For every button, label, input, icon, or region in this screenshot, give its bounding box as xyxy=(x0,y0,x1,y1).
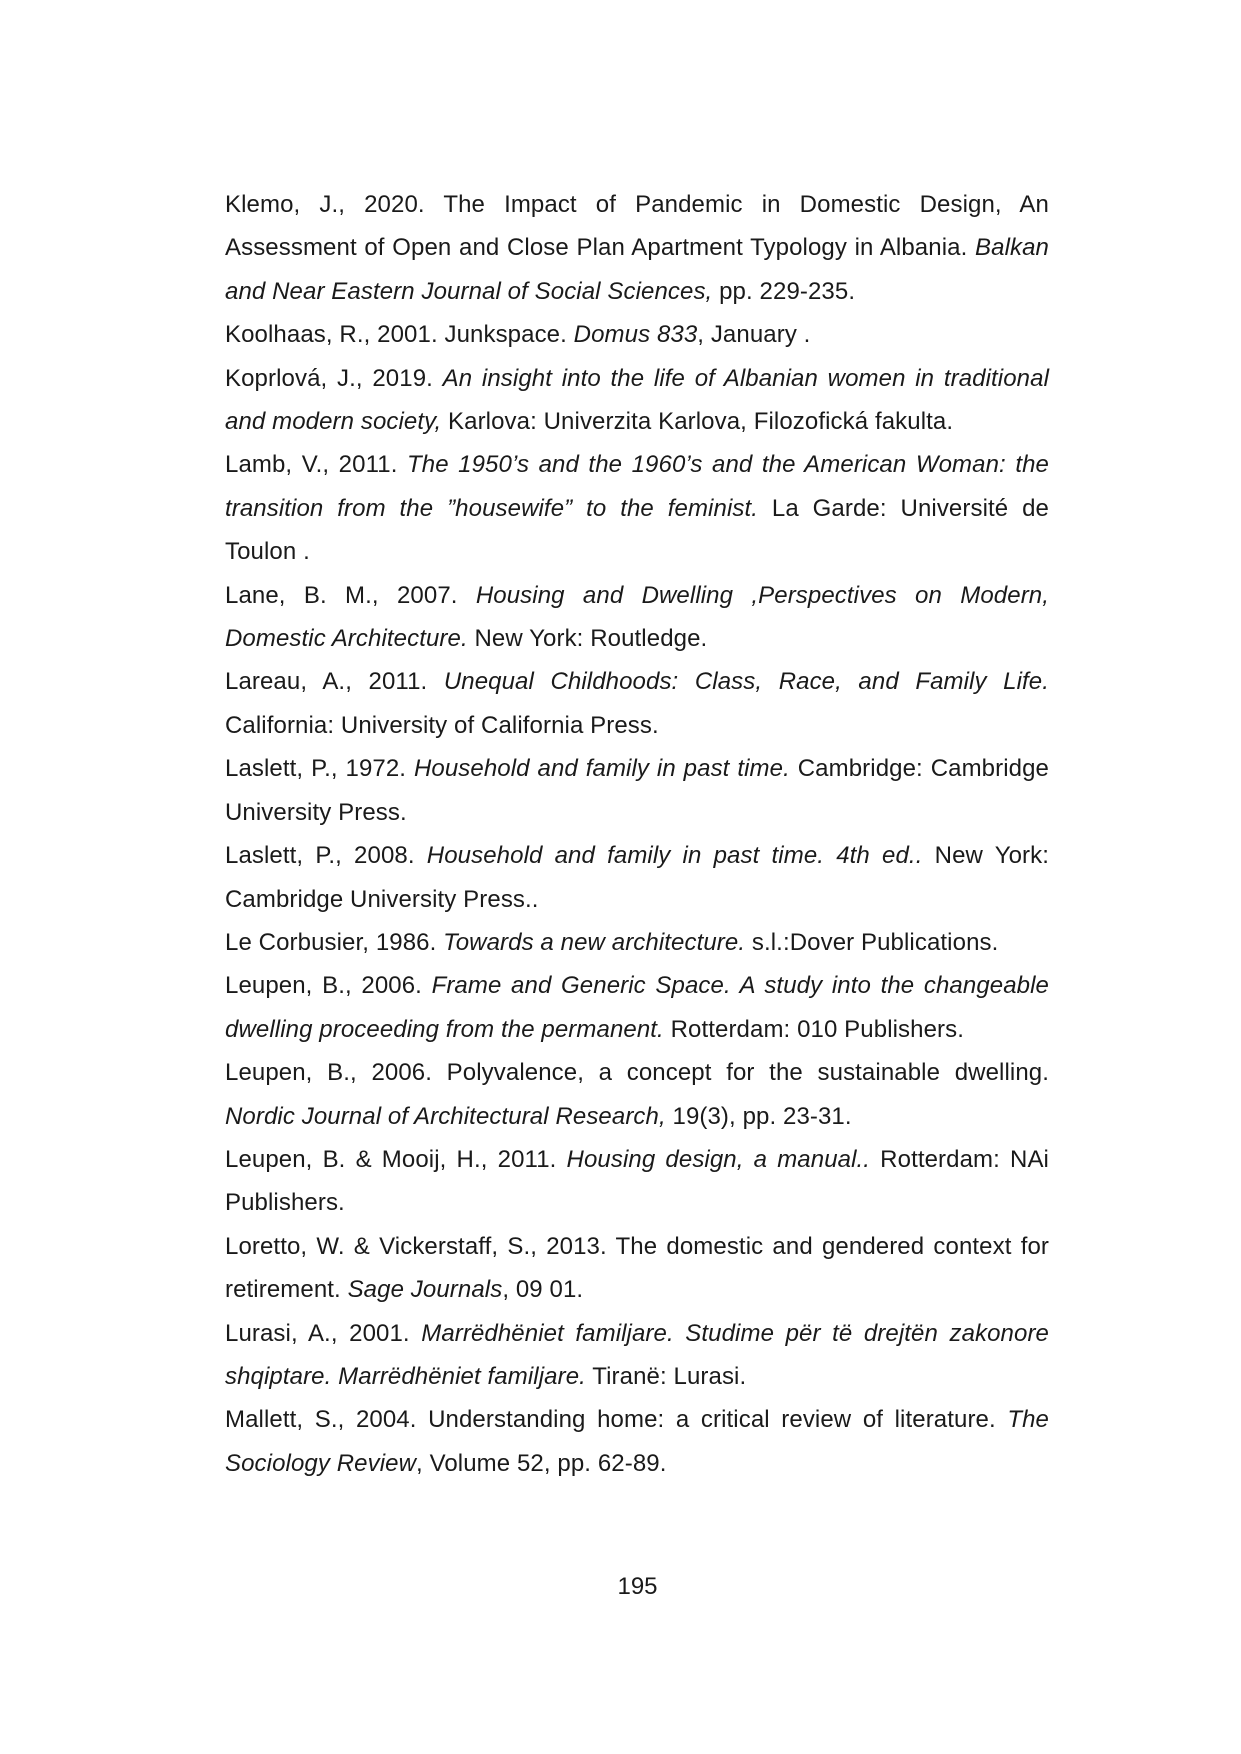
reference-entry xyxy=(225,1398,1049,1485)
reference-text: Cambridge: Cambridge University Press. xyxy=(225,755,1049,826)
reference-source-title: Sage Journals xyxy=(347,1276,503,1304)
reference-text: Tiranë: Lurasi. xyxy=(585,1362,747,1390)
reference-text: New York: Routledge. xyxy=(467,625,708,653)
reference-text: New York: Cambridge University Press.. xyxy=(225,842,1050,913)
reference-text: California: University of California Press. xyxy=(225,711,659,739)
reference-entry xyxy=(225,834,1049,921)
reference-text: , Volume 52, pp. 62-89. xyxy=(416,1449,667,1477)
reference-source-title: Unequal Childhoods: Class, Race, and Family Life. xyxy=(443,668,1049,696)
reference-source-title: The 1950’s and the 1960’s and the American Woman: the transition from the ”housewife” to the feminist. xyxy=(225,451,1049,522)
reference-source-title: Nordic Journal of Architectural Research, xyxy=(225,1102,666,1130)
reference-source-title: An insight into the life of Albanian women in traditional and modern society, xyxy=(225,364,1049,436)
reference-entry xyxy=(225,574,1049,661)
reference-text: Karlova: Univerzita Karlova, Filozofická fakulta. xyxy=(441,408,954,436)
reference-entry xyxy=(225,183,1049,313)
reference-source-title: Household and family in past time. xyxy=(413,755,790,783)
reference-text: Lamb, V., 2011. xyxy=(225,451,407,479)
reference-entry xyxy=(225,921,1049,964)
reference-source-title: Housing design, a manual.. xyxy=(566,1145,871,1173)
reference-text: Rotterdam: 010 Publishers. xyxy=(663,1015,965,1043)
reference-text: Koprlová, J., 2019. xyxy=(225,364,443,392)
reference-text: La Garde: Université de Toulon . xyxy=(225,494,1049,566)
reference-text: Loretto, W. & Vickerstaff, S., 2013. The domestic and gendered context for retirement. xyxy=(225,1232,1049,1304)
reference-text: Laslett, P., 2008. xyxy=(225,842,427,870)
reference-text: Koolhaas, R., 2001. Junkspace. xyxy=(225,321,574,349)
reference-entry xyxy=(225,1225,1049,1312)
reference-text: Laslett, P., 1972. xyxy=(225,755,414,783)
reference-text: Lane, B. M., 2007. xyxy=(225,581,476,609)
reference-source-title: Frame and Generic Space. A study into the changeable dwelling proceeding from the permanent. xyxy=(225,972,1049,1043)
reference-entry xyxy=(225,357,1049,444)
reference-entry xyxy=(225,1051,1049,1138)
reference-text: , 09 01. xyxy=(502,1276,584,1304)
reference-entry xyxy=(225,313,1049,356)
reference-source-title: Household and family in past time. 4th ed.. xyxy=(426,842,923,870)
reference-source-title: Domus 833 xyxy=(573,321,698,349)
reference-entry xyxy=(225,1138,1049,1225)
reference-text: , January . xyxy=(697,321,811,349)
reference-text: Mallett, S., 2004. Understanding home: a critical review of literature. xyxy=(225,1406,1008,1434)
reference-text: Leupen, B., 2006. Polyvalence, a concept for the sustainable dwelling. xyxy=(225,1059,1049,1087)
reference-list xyxy=(225,183,1049,1485)
reference-text: Le Corbusier, 1986. xyxy=(225,928,444,956)
reference-entry xyxy=(225,660,1049,747)
reference-text: pp. 229-235. xyxy=(712,277,856,305)
reference-entry xyxy=(225,1312,1049,1399)
reference-source-title: The Sociology Review xyxy=(225,1406,1049,1477)
reference-text: Klemo, J., 2020. The Impact of Pandemic in Domestic Design, An Assessment of Open and Close Plan Apartment Typology in Albania. xyxy=(225,191,1049,262)
reference-text: s.l.:Dover Publications. xyxy=(745,928,999,956)
reference-text: Lurasi, A., 2001. xyxy=(225,1319,422,1347)
reference-source-title: Housing and Dwelling ,Perspectives on Modern, Domestic Architecture. xyxy=(225,581,1049,653)
reference-entry xyxy=(225,443,1049,573)
reference-text: Leupen, B., 2006. xyxy=(225,972,432,1000)
reference-source-title: Balkan and Near Eastern Journal of Social Sciences, xyxy=(225,234,1049,305)
reference-text: Lareau, A., 2011. xyxy=(225,668,444,696)
reference-source-title: Marrëdhëniet familjare. Studime për të drejtën zakonore shqiptare. Marrëdhëniet familjare. xyxy=(225,1319,1049,1390)
reference-entry xyxy=(225,964,1049,1051)
reference-text: Leupen, B. & Mooij, H., 2011. xyxy=(225,1145,567,1173)
reference-entry xyxy=(225,747,1049,834)
reference-text: Rotterdam: NAi Publishers. xyxy=(225,1145,1049,1217)
page-number: 195 xyxy=(617,1573,658,1600)
reference-text: 19(3), pp. 23-31. xyxy=(665,1102,852,1130)
reference-source-title: Towards a new architecture. xyxy=(443,928,746,956)
